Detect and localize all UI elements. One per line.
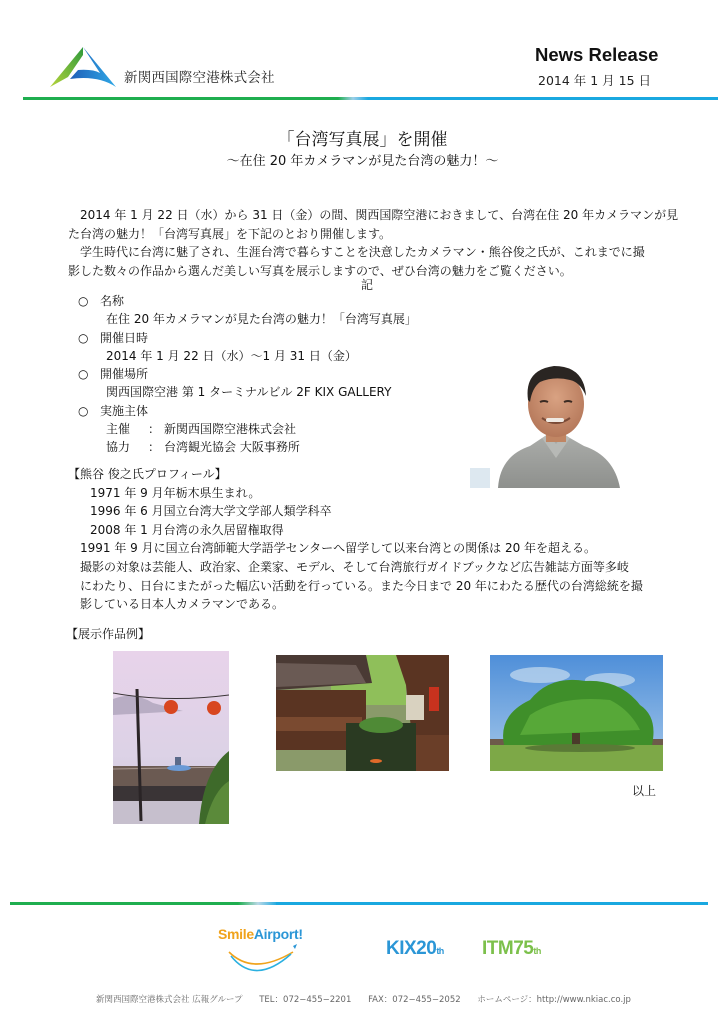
profile-history-item: 1996 年 6 月国立台湾大学文学部人類学科卒 [90, 504, 332, 519]
detail-value-name: 在住 20 年カメラマンが見た台湾の魅力！「台湾写真展」 [106, 312, 417, 327]
circle-bullet-icon: ○ [78, 403, 89, 418]
footer-homepage[interactable]: ホームページ：http://www.nkiac.co.jp [477, 995, 631, 1005]
ki-marker: 記 [361, 278, 374, 292]
itm-75th-logo: ITM75th [482, 938, 541, 959]
news-release-label: News Release [535, 44, 659, 65]
detail-heading-venue: ○ 開催場所 [78, 365, 417, 383]
profile-history-item: 1971 年 9 月年栃木県生まれ。 [90, 485, 261, 500]
page-subtitle: ～在住 20 年カメラマンが見た台湾の魅力！～ [226, 154, 499, 169]
profile-text-line: 1991 年 9 月に国立台湾師範大学語学センターへ留学して以来台湾との関係は 20 年を超える。 [80, 541, 597, 556]
intro-line: 影した数々の作品から選んだ美しい写真を展示しますので、ぜひ台湾の魅力をご覧ください。 [68, 264, 572, 279]
large-tree-field-photo [490, 655, 663, 771]
footer-fax: FAX：072−455−2052 [368, 995, 461, 1005]
circle-bullet-icon: ○ [78, 330, 89, 345]
closing-mark: 以上 [632, 784, 657, 798]
detail-value-date: 2014 年 1 月 22 日（水）～1 月 31 日（金） [106, 348, 357, 363]
profile-history-item: 2008 年 1 月台湾の永久居留権取得 [90, 522, 284, 537]
triangle-logo-icon [48, 45, 118, 89]
release-date: 2014 年 1 月 15 日 [538, 73, 652, 88]
circle-bullet-icon: ○ [78, 367, 89, 382]
header-divider-blue [368, 97, 718, 100]
circle-bullet-icon: ○ [78, 294, 89, 308]
intro-line: た台湾の魅力！「台湾写真展」を下記のとおり開催します。 [68, 226, 392, 241]
organizer-host: 主催 ： 新関西国際空港株式会社 [106, 422, 297, 437]
detail-value-venue: 関西国際空港 第 1 ターミナルビル 2F KIX GALLERY [106, 385, 392, 400]
intro-paragraph [68, 206, 678, 281]
profile-section [68, 465, 643, 614]
detail-heading-name: ○ 名称 [78, 292, 417, 310]
intro-line: 学生時代に台湾に魅了され、生涯台湾で暮らすことを決意したカメラマン・熊谷俊之氏が、これまでに撮 [68, 245, 645, 260]
footer-divider-fade [238, 902, 278, 905]
smile-airport-logo: SmileAirport! [213, 924, 313, 984]
wooden-pavilion-pond-photo [276, 655, 449, 771]
lakeside-lanterns-photo [113, 651, 229, 824]
footer-tel: TEL：072−455−2201 [259, 995, 352, 1005]
page-title: 「台湾写真展」を開催 [277, 130, 448, 150]
header-divider-green [23, 97, 351, 100]
footer-divider-blue [276, 902, 708, 905]
detail-heading-organizer: ○ 実施主体 [78, 402, 417, 420]
event-details [78, 292, 417, 457]
footer-divider-green [10, 902, 240, 905]
profile-text-line: 撮影の対象は芸能人、政治家、企業家、モデル、そして台湾旅行ガイドブックなど広告雑誌方面等多岐 [80, 559, 629, 574]
examples-heading: 【展示作品例】 [66, 627, 151, 641]
kix-20th-logo: KIX20th [386, 938, 444, 959]
organizer-cooperation: 協力 ： 台湾観光協会 大阪事務所 [106, 440, 300, 455]
footer-contact [96, 993, 645, 1005]
footer-department: 新関西国際空港株式会社 広報グループ [96, 995, 243, 1005]
profile-text-line: 影している日本人カメラマンである。 [80, 597, 285, 612]
company-logo [48, 45, 118, 89]
header-divider-fade [338, 97, 368, 100]
detail-heading-date: ○ 開催日時 [78, 329, 417, 347]
company-name: 新関西国際空港株式会社 [124, 70, 275, 86]
smile-curve-icon [213, 924, 313, 984]
intro-line: 2014 年 1 月 22 日（水）から 31 日（金）の間、関西国際空港におきまして、台湾在住 20 年カメラマンが見 [68, 208, 679, 222]
profile-text-line: にわたり、日台にまたがった幅広い活動を行っている。また今日まで 20 年にわたる歴代の台湾総統を撮 [80, 578, 643, 593]
profile-heading: 【熊谷 俊之氏プロフィール】 [68, 467, 227, 481]
